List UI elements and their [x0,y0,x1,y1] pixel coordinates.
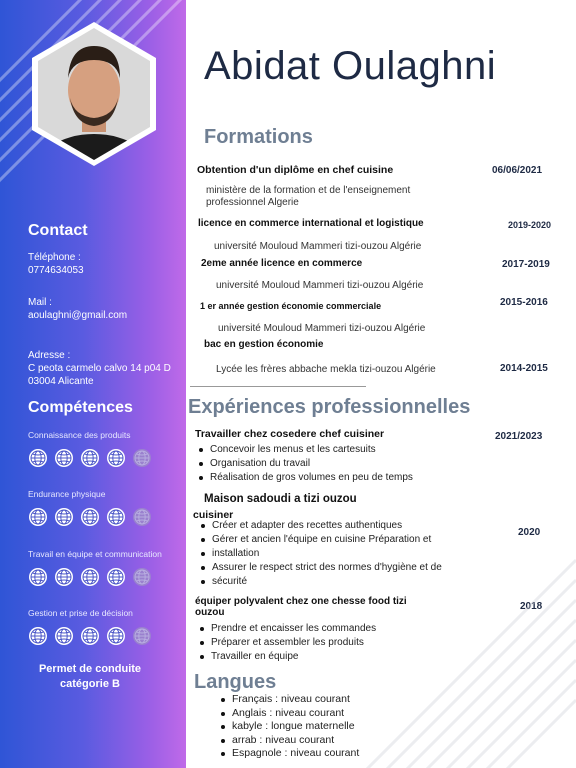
skill-rating [28,448,152,468]
contact-title: Contact [28,222,88,239]
globe-icon [80,626,100,646]
globe-icon [132,626,152,646]
skill-rating [28,626,152,646]
competences-title: Compétences [28,399,133,416]
experience-date: 2021/2023 [495,431,543,442]
formation-title: licence en commerce international et logistique [198,218,424,229]
globe-icon [80,567,100,587]
formation-place: université Mouloud Mammeri tizi-ouzou Algérie [218,323,426,334]
formation-date: 06/06/2021 [492,165,543,176]
list-item: Français : niveau courant [218,693,359,707]
formation-date: 2014-2015 [500,363,548,374]
profile-photo [30,20,158,168]
list-item: Organisation du travail [196,457,413,471]
formations-title: Formations [204,126,313,148]
globe-icon [28,567,48,587]
list-item: Assurer le respect strict des normes d'hygiène et de [198,561,442,575]
globe-icon [106,448,126,468]
formation-title: Obtention d'un diplôme en chef cuisine [197,164,394,176]
experiences-title: Expériences professionnelles [188,396,471,418]
formation-place: Lycée les frères abbache mekla tizi-ouzou Algérie [216,364,436,375]
globe-icon [106,626,126,646]
globe-icon [80,507,100,527]
globe-icon [106,567,126,587]
divider [190,386,366,387]
decorative-stripes [366,530,576,768]
experience-title: Maison sadoudi a tizi ouzou [204,493,357,505]
list-item: Concevoir les menus et les cartesuits [196,443,413,457]
globe-icon [28,448,48,468]
list-item: Préparer et assembler les produits [197,636,376,650]
list-item: arrab : niveau courant [218,734,359,748]
license-line1: Permet de conduite [38,663,142,675]
langues-title: Langues [194,671,277,693]
driving-license [20,662,160,692]
formation-title: 2eme année licence en commerce [201,258,363,269]
mail-label: Mail : [28,297,52,308]
experience-title: Travailler chez cosedere chef cuisiner [195,428,385,440]
formation-title: bac en gestion économie [204,339,324,350]
list-item: kabyle : longue maternelle [218,720,359,734]
list-item: Prendre et encaisser les commandes [197,622,376,636]
list-item-cont: installation [212,548,260,559]
list-item: Gérer et ancien l'équipe en cuisine Préparation et [198,533,442,547]
globe-icon [80,448,100,468]
candidate-name: Abidat Oulaghni [204,44,497,88]
formation-date: 2017-2019 [502,259,550,270]
main-content [186,0,576,768]
globe-icon [106,507,126,527]
list-item: Espagnole : niveau courant [218,747,359,761]
globe-icon [28,626,48,646]
globe-icon [132,507,152,527]
skill-label: Gestion et prise de décision [28,608,133,618]
formation-place: université Mouloud Mammeri tizi-ouzou Algérie [216,280,424,291]
globe-icon [54,626,74,646]
experience-title: équiper polyvalent chez one chesse food tizi [195,596,407,607]
globe-icon [54,448,74,468]
experience-title-cont: cuisiner [193,509,234,521]
langues-list [218,693,359,761]
globe-icon [28,507,48,527]
formation-date: 2019-2020 [508,220,552,230]
formation-date: 2015-2016 [500,297,548,308]
skill-label: Connaissance des produits [28,430,131,440]
list-item: Travailler en équipe [197,650,376,664]
address-label: Adresse : [28,350,71,361]
globe-icon [54,507,74,527]
skill-label: Travail en équipe et communication [28,549,162,559]
skill-label: Endurance physique [28,489,106,499]
phone-label: Téléphone : [28,252,81,263]
mail-value: aoulaghni@gmail.com [28,310,128,321]
address-line1: C peota carmelo calvo 14 p04 D [28,363,171,374]
skill-rating [28,567,152,587]
list-item: Anglais : niveau courant [218,707,359,721]
formation-place-cont: professionnel Algerie [206,197,299,208]
address-line2: 03004 Alicante [28,376,94,387]
formation-place: université Mouloud Mammeri tizi-ouzou Algérie [214,241,422,252]
experience-bullets [197,622,376,664]
list-item: Créer et adapter des recettes authentiques [198,519,442,533]
globe-icon [132,448,152,468]
phone-value: 0774634053 [28,265,84,276]
list-item: Réalisation de gros volumes en peu de temps [196,471,413,485]
experience-bullets [196,443,413,485]
formation-title: 1 er année gestion économie commerciale [200,301,382,311]
skill-rating [28,507,152,527]
globe-icon [54,567,74,587]
sidebar [0,0,186,768]
license-line2: catégorie B [60,678,120,690]
experience-date: 2020 [518,527,541,538]
experience-date: 2018 [520,601,543,612]
globe-icon [132,567,152,587]
experience-title-cont: ouzou [195,607,225,618]
list-item-cont: sécurité [212,576,248,587]
formation-place: ministère de la formation et de l'enseignement [206,185,411,196]
